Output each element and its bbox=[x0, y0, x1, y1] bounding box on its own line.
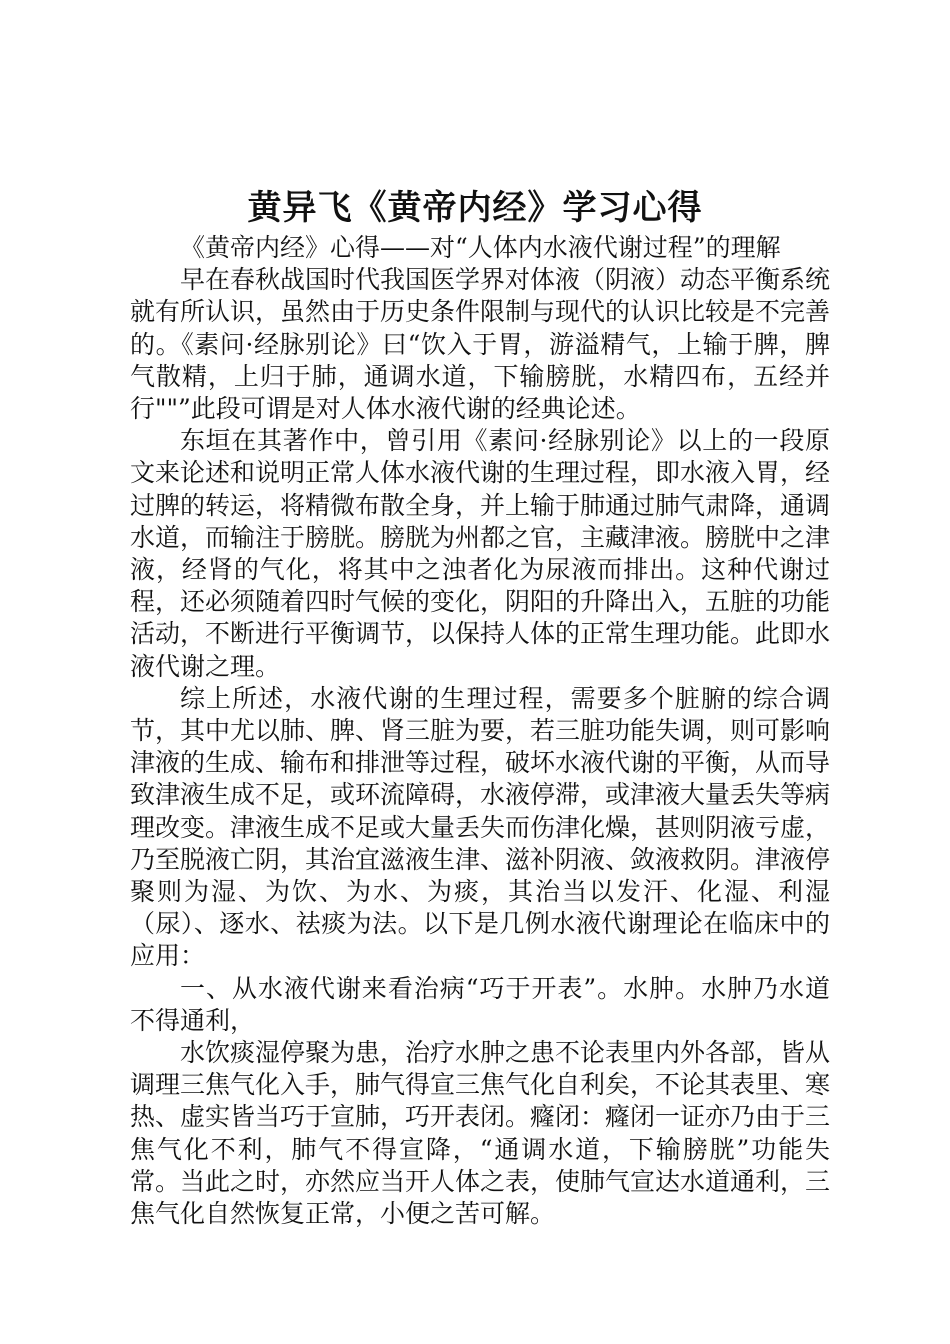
paragraph-dongyuan: 东垣在其著作中，曾引用《素问·经脉别论》以上的一段原文来论述和说明正常人体水液代谢的生理过程，即水液入胃，经过脾的转运，将精微布散全身，并上输于肺通过肺气肃降，通调水道，而输注于膀胱。膀胱为州都之官，主藏津液。膀胱中之津液，经肾的气化，将其中之浊者化为尿液而排出。这种代谢过程，还必须随着四时气候的变化，阴阳的升降出入，五脏的功能活动，不断进行平衡调节，以保持人体的正常生理功能。此即水液代谢之理。 bbox=[130, 426, 831, 681]
document-subtitle: 《黄帝内经》心得——对“人体内水液代谢过程”的理解 bbox=[180, 233, 781, 262]
paragraph-summary: 综上所述，水液代谢的生理过程，需要多个脏腑的综合调节，其中尤以肺、脾、肾三脏为要，若三脏功能失调，则可影响津液的生成、输布和排泄等过程，破坏水液代谢的平衡，从而导致津液生成不足，或环流障碍，水液停滞，或津液大量丢失等病理改变。津液生成不足或大量丢失而伤津化燥，甚则阴液亏虚，乃至脱液亡阴，其治宜滋液生津、滋补阴液、敛液救阴。津液停聚则为湿、为饮、为水、为痰，其治当以发汗、化湿、利湿（尿）、逐水、祛痰为法。以下是几例水液代谢理论在临床中的应用： bbox=[130, 683, 831, 971]
paragraph-history: 早在春秋战国时代我国医学界对体液（阴液）动态平衡系统就有所认识，虽然由于历史条件限制与现代的认识比较是不完善的。《素问·经脉别论》曰“饮入于胃，游溢精气，上输于脾，脾气散精，上归于肺，通调水道，下输膀胱，水精四布，五经并行""”此段可谓是对人体水液代谢的经典论述。 bbox=[130, 265, 831, 424]
paragraph-section-one: 一、从水液代谢来看治病“巧于开表”。水肿。水肿乃水道不得通利， bbox=[130, 973, 830, 1035]
document-title: 黄异飞《黄帝内经》学习心得 bbox=[247, 188, 703, 228]
paragraph-edema-treatment: 水饮痰湿停聚为患，治疗水肿之患不论表里内外各部，皆从调理三焦气化入手，肺气得宣三焦气化自利矣，不论其表里、寒热、虚实皆当巧于宣肺，巧开表闭。癃闭：癃闭一证亦乃由于三焦气化不利，肺气不得宣降，“通调水道，下输膀胱”功能失常。当此之时，亦然应当开人体之表，使肺气宣达水道通利，三焦气化自然恢复正常，小便之苦可解。 bbox=[130, 1038, 831, 1229]
document-body bbox=[130, 232, 830, 1230]
